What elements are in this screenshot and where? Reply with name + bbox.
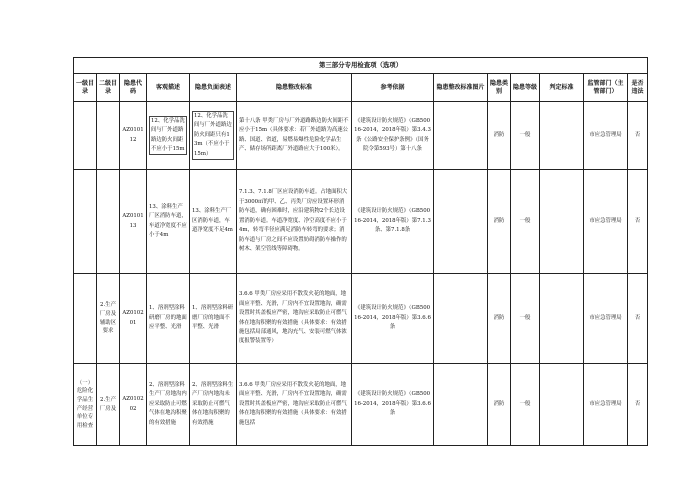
table-title: 第三部分专用检查项（选项）: [74, 58, 648, 74]
hazard-negative: 1、溶剂型涂料研磨厂房的地面不平整、光滑: [190, 274, 237, 364]
supervising-department: 市应急管理局: [584, 364, 628, 446]
level2-cell: 2.生产厂房及: [97, 364, 120, 446]
rectify-standard: 第十八条 甲类厂房与厂外道路路边防火间距不应小于15m（具体要求：若厂外道路为高速公路、国道、省道，易燃易爆性危险化学品生产、储存场所距离厂外道路应大于100米）。: [237, 102, 352, 170]
hazard-negative: 2、溶剂型涂料生产厂房内地沟未采取防止可燃气体在地沟积聚的有效措施: [190, 364, 237, 446]
hazard-level: 一般: [511, 364, 540, 446]
header-level2: 二级目录: [97, 74, 120, 102]
is-illegal: 否: [628, 102, 648, 170]
hazard-negative: 12、化学品洗间与厂外道路边防火间距只有13m（不应小于15m）: [190, 102, 237, 170]
judgment-criteria: [540, 364, 584, 446]
reference-basis: 《建筑设计防火规范》（GB50016-2014，2018年版）第3.6.6条: [352, 364, 434, 446]
hazard-code: AZ010201: [120, 274, 147, 364]
standard-image: [434, 102, 488, 170]
rectify-standard: 7.1.3、7.1.8厂区应设消防车道。占地面积大于3000㎡的甲、乙、丙类厂房应设置环形消防车道，确有困难时，应沿建筑物2个长边设置消防车道。车道净宽度、净空高度不应小于4m，转弯半径应满足消防车转弯的要求；消防车道与厂房之间不应设置妨碍消防车操作的树木、架空管线等障碍物。: [237, 170, 352, 274]
header-illegal: 是否违法: [628, 74, 648, 102]
hazard-level: 一般: [511, 274, 540, 364]
header-standard: 隐患整改标准: [237, 74, 352, 102]
level2-cell: [97, 170, 120, 274]
table-row: [74, 102, 648, 170]
hazard-description: 13、涂料生产厂区消防车道，车道净宽度不应小于4m: [147, 170, 190, 274]
rectify-standard: 3.6.6 甲类厂房应采用不散发火花的地面，地面应平整、光滑，厂房内不宜设置地沟，确需设置时其盖板应严密，地沟应采取防止可燃气体在地沟积聚的有效措施（具体要求：有效措施包括: [237, 364, 352, 446]
reference-basis: 《建筑设计防火规范》（GB50016-2014，2018年版）第3.6.6条: [352, 274, 434, 364]
hazard-code: AZ010112: [120, 102, 147, 170]
standard-image: [434, 274, 488, 364]
level1-cell: [74, 102, 97, 170]
hazard-category: 消防: [488, 274, 511, 364]
is-illegal: 否: [628, 170, 648, 274]
judgment-criteria: [540, 102, 584, 170]
header-row: [74, 74, 648, 102]
inspection-table: [73, 57, 648, 446]
hazard-category: 消防: [488, 364, 511, 446]
standard-image: [434, 170, 488, 274]
hazard-category: 消防: [488, 102, 511, 170]
header-image: 隐患整改标准图片: [434, 74, 488, 102]
is-illegal: 否: [628, 364, 648, 446]
header-description: 客观描述: [147, 74, 190, 102]
hazard-description: 12、化学品洗间与厂外道路路边防火间距不应小于15m: [147, 102, 190, 170]
table-row: [74, 170, 648, 274]
table-row: [74, 274, 648, 364]
supervising-department: 市应急管理局: [584, 170, 628, 274]
header-negative: 隐患负面表述: [190, 74, 237, 102]
inspection-sheet: [73, 57, 647, 446]
hazard-description: 2、溶剂型涂料生产厂房地沟内应采取防止可燃气体在地沟积聚的有效措施: [147, 364, 190, 446]
rectify-standard: 3.6.6 甲类厂房应采用不散发火花的地面，地面应平整、光滑，厂房内不宜设置地沟，确需设置时其盖板应严密，地沟应采取防止可燃气体在地沟积聚的有效措施（具体要求：有效措施包括局部通风，地沟充气、安装可燃气体浓度报警装置等）: [237, 274, 352, 364]
reference-basis: 《建筑设计防火规范》（GB50016-2014，2018年版）第7.1.3条、第7.1.8条: [352, 170, 434, 274]
hazard-negative: 13、涂料生产厂区消防车道，车道净宽度不足4m: [190, 170, 237, 274]
header-department: 监管部门（主管部门）: [584, 74, 628, 102]
judgment-criteria: [540, 170, 584, 274]
header-reference: 参考依据: [352, 74, 434, 102]
hazard-code: AZ010202: [120, 364, 147, 446]
level1-cell: [74, 274, 97, 364]
header-criteria: 判定标准: [540, 74, 584, 102]
header-level1: 一级目录: [74, 74, 97, 102]
hazard-description: 1、溶剂型涂料研磨厂房的地面应平整、光滑: [147, 274, 190, 364]
hazard-category: 消防: [488, 170, 511, 274]
supervising-department: 市应急管理局: [584, 102, 628, 170]
level2-cell: 2.生产厂房及辅助区要求: [97, 274, 120, 364]
supervising-department: 市应急管理局: [584, 274, 628, 364]
level2-cell: [97, 102, 120, 170]
header-category: 隐患类别: [488, 74, 511, 102]
header-code: 隐患代码: [120, 74, 147, 102]
hazard-code: AZ010113: [120, 170, 147, 274]
reference-basis: 《建筑设计防火规范》（GB50016-2014，2018年版）第3.4.3条《公路安全保护条例》（国务院令第593号）第十八条: [352, 102, 434, 170]
standard-image: [434, 364, 488, 446]
judgment-criteria: [540, 274, 584, 364]
header-level: 隐患等级: [511, 74, 540, 102]
table-row: [74, 364, 648, 446]
level1-cell: （一）危险化学品生产经营单位专用检查: [74, 364, 97, 446]
hazard-level: 一般: [511, 102, 540, 170]
hazard-level: 一般: [511, 170, 540, 274]
is-illegal: 否: [628, 274, 648, 364]
level1-cell: [74, 170, 97, 274]
